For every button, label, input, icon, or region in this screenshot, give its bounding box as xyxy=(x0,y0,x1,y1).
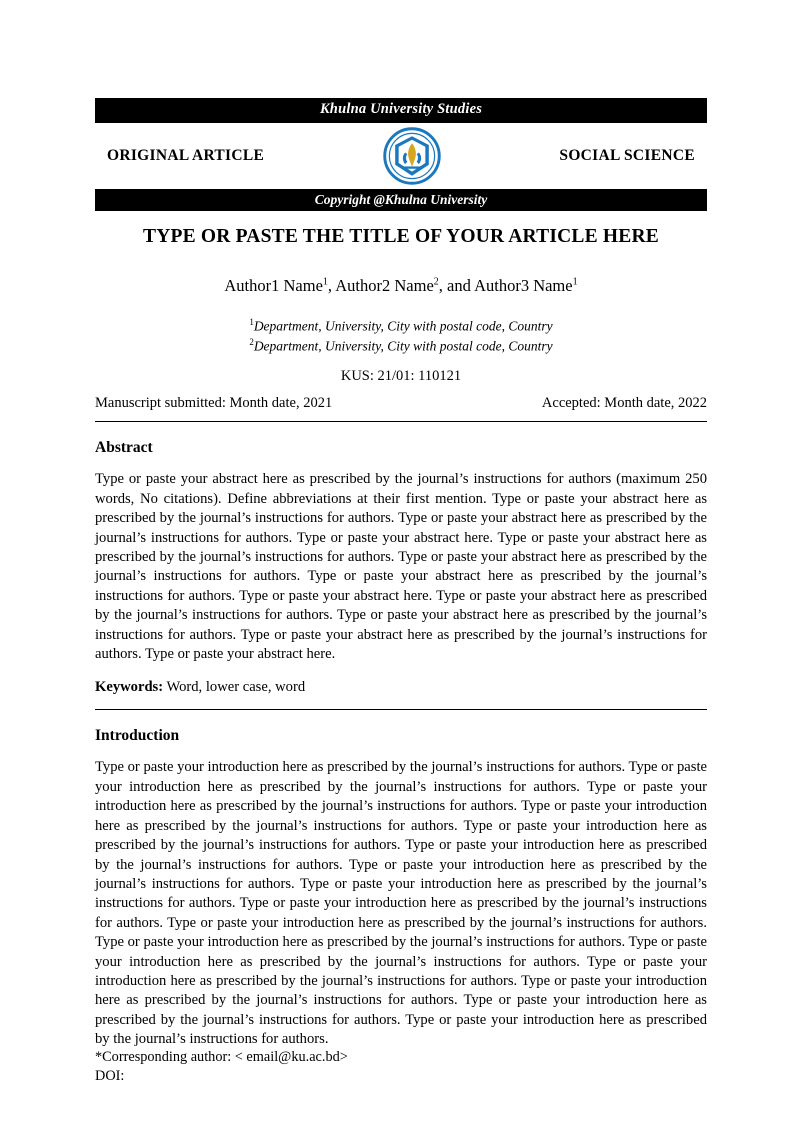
manuscript-id: KUS: 21/01: 110121 xyxy=(340,368,462,385)
accepted-date: Accepted: Month date, 2022 xyxy=(541,395,707,412)
article-type-label: ORIGINAL ARTICLE xyxy=(107,146,265,164)
affiliation-2-marker: 2 xyxy=(249,337,254,348)
journal-header-row xyxy=(95,123,707,189)
affiliation-list xyxy=(95,316,707,356)
page-footer xyxy=(95,1048,707,1087)
submission-dates-row xyxy=(95,395,707,412)
keywords-line xyxy=(95,679,707,696)
khulna-university-crest-icon xyxy=(383,127,441,185)
subject-area-label: SOCIAL SCIENCE xyxy=(559,146,695,164)
author-1: Author1 Name xyxy=(224,275,323,295)
abstract-divider xyxy=(95,709,707,710)
abstract-heading: Abstract xyxy=(95,439,153,457)
affiliation-item-2 xyxy=(95,336,707,356)
doi-label: DOI: xyxy=(95,1068,125,1085)
author-1-affiliation-marker: 1 xyxy=(322,276,328,288)
author-3: , and Author3 Name xyxy=(438,275,573,295)
page-title: TYPE OR PASTE THE TITLE OF YOUR ARTICLE HERE xyxy=(143,226,659,248)
journal-name-bar: Khulna University Studies xyxy=(95,98,707,123)
author-2-affiliation-marker: 2 xyxy=(433,276,439,288)
corresponding-author-note: *Corresponding author: < email@ku.ac.bd> xyxy=(95,1049,348,1065)
affiliation-2-text: Department, University, City with postal code, Country xyxy=(253,338,553,354)
keywords-label: Keywords: xyxy=(95,679,164,696)
author-2: , Author2 Name xyxy=(327,275,434,295)
abstract-text: Type or paste your abstract here as prescribed by the journal’s instructions for authors (maximum 250 words, No citations). Define abbreviations at their first mention. Type or paste your abstract here as prescribed by the journal’s instructions for authors. Type or paste your abstract here as prescribed by the journal’s instructions for authors. Type or paste your abstract here. Type or paste your abstract here as prescribed by the journal’s instructions for authors. Type or paste your abstract here as prescribed by the journal’s instructions for authors. Type or paste your abstract here as prescribed by the journal’s instructions for authors. Type or paste your abstract here. Type or paste your abstract here as prescribed by the journal’s instructions for authors. Type or paste your abstract here as prescribed by the journal’s instructions for authors. Type or paste your abstract here as prescribed by the journal’s instructions for authors. Type or paste your abstract here. xyxy=(95,471,707,663)
introduction-heading: Introduction xyxy=(95,727,180,745)
author-3-affiliation-marker: 1 xyxy=(572,276,578,288)
copyright-bar: Copyright @Khulna University xyxy=(95,189,707,212)
introduction-text: Type or paste your introduction here as prescribed by the journal’s instructions for authors. Type or paste your introduction here as prescribed by the journal’s instructions for authors. Type or paste your introduction here as prescribed by the journal’s instructions for authors. Type or paste your introduction here as prescribed by the journal’s instructions for authors. Type or paste your introduction here as prescribed by the journal’s instructions for authors. Type or paste your introduction here as prescribed by the journal’s instructions for authors. Type or paste your introduction here as prescribed by the journal’s instructions for authors. Type or paste your introduction here as prescribed by the journal’s instructions for authors. Type or paste your introduction here as prescribed by the journal’s instructions for authors. Type or paste your introduction here as prescribed by the journal’s instructions for authors. Type or paste your introduction here as prescribed by the journal’s instructions for authors. Type or paste your introduction here as prescribed by the journal’s instructions for authors. Type or paste your introduction here as prescribed by the journal’s instructions for authors. Type or paste your introduction here as prescribed by the journal’s instructions for authors. Type or paste your introduction here as prescribed by the journal’s instructions for authors. Type or paste your introduction here as prescribed by the journal’s instructions for authors. xyxy=(95,759,707,1048)
affiliation-1-text: Department, University, City with postal code, Country xyxy=(253,318,553,334)
author-list xyxy=(95,275,707,296)
affiliation-item-1 xyxy=(95,316,707,336)
article-content xyxy=(95,98,707,1064)
submitted-date: Manuscript submitted: Month date, 2021 xyxy=(95,395,333,412)
affiliation-1-marker: 1 xyxy=(249,317,254,328)
keywords-value: Word, lower case, word xyxy=(166,679,306,696)
header-divider xyxy=(95,421,707,422)
